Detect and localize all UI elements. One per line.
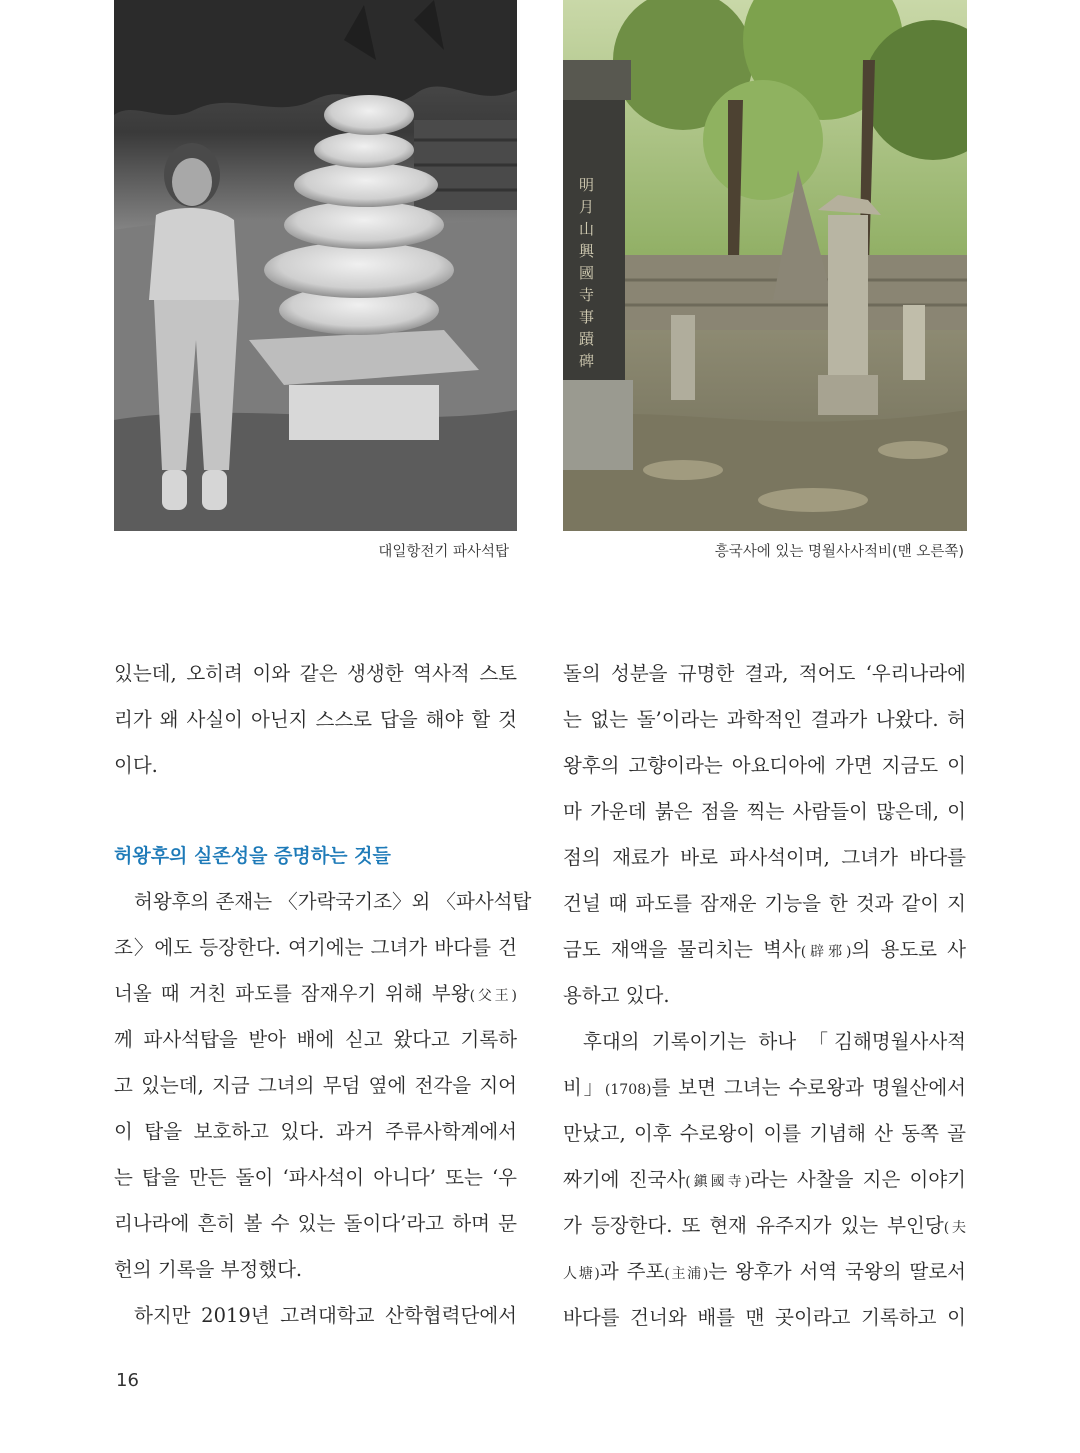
body-line: 왕후의 고향이라는 아요디아에 가면 지금도 이 [563,754,966,777]
photo-myeongwolsa-stele [563,0,967,531]
svg-text:山: 山 [579,220,595,238]
body-line: 하지만 2019년 고려대학교 산학협력단에서 [134,1304,517,1327]
body-line: 마 가운데 붉은 점을 찍는 사람들이 많은데, 이 [563,800,966,823]
body-line: 이다. [114,754,158,777]
paragraph-gap [114,789,517,833]
body-text: 의 용도로 사 [851,938,966,961]
body-line: 후대의 기록이기는 하나 「김해명월사사적 [583,1030,966,1053]
year-annotation: (1708) [604,1082,652,1098]
body-text: 가 등장한다. 또 현재 유주지가 있는 부인당 [563,1214,944,1237]
body-text: 너올 때 거친 파도를 잠재우기 위해 부왕 [114,982,470,1005]
body-line: 바다를 건너와 배를 맨 곳이라고 기록하고 이 [563,1306,966,1329]
body-line: 조〉에도 등장한다. 여기에는 그녀가 바다를 건 [114,936,517,959]
caption-right-photo: 흥국사에 있는 명월사사적비(맨 오른쪽) [714,544,964,560]
page-number: 16 [116,1370,139,1391]
body-line: 리가 왜 사실이 아닌지 스스로 답을 해야 할 것 [114,708,517,731]
body-line [563,1203,966,1249]
body-line [563,1065,966,1111]
section-heading: 허왕후의 실존성을 증명하는 것들 [114,845,391,867]
body-line: 는 없는 돌’이라는 과학적인 결과가 나왔다. 허 [563,708,966,731]
svg-text:蹟: 蹟 [579,330,595,348]
svg-text:明: 明 [579,176,595,194]
hanja-annotation: (辟邪) [800,944,852,960]
body-line: 점의 재료가 바로 파사석이며, 그녀가 바다를 [563,846,966,869]
svg-text:興: 興 [579,242,595,260]
body-line: 허왕후의 존재는 〈가락국기조〉외 〈파사석탑 [134,890,532,913]
svg-text:國: 國 [579,264,595,282]
body-line: 께 파사석탑을 받아 배에 싣고 왔다고 기록하 [114,1028,517,1051]
body-line: 이 탑을 보호하고 있다. 과거 주류사학계에서 [114,1120,517,1143]
body-text: 금도 재액을 물리치는 벽사 [563,938,801,961]
body-line: 리나라에 흔히 볼 수 있는 돌이다’라고 하며 문 [114,1212,517,1235]
body-line: 헌의 기록을 부정했다. [114,1258,303,1281]
text-column-right [563,651,966,1341]
body-line: 용하고 있다. [563,984,670,1007]
hanja-annotation: 人塘) [563,1266,600,1282]
body-text: 라는 사찰을 지은 이야기 [750,1168,966,1191]
body-line: 만났고, 이후 수로왕이 이를 기념해 산 동쪽 골 [563,1122,966,1145]
body-line: 있는데, 오히려 이와 같은 생생한 역사적 스토 [114,662,517,685]
body-line [563,1249,966,1295]
hanja-annotation: (夫 [943,1220,966,1236]
body-line [563,1157,966,1203]
body-line [563,927,966,973]
body-line: 건널 때 파도를 잠재운 기능을 한 것과 같이 지 [563,892,966,915]
body-line [114,971,517,1017]
body-line: 돌의 성분을 규명한 결과, 적어도 ‘우리나라에 [563,662,966,685]
body-text: 과 주포 [599,1260,665,1283]
body-text: 를 보면 그녀는 수로왕과 명월산에서 [651,1076,966,1099]
body-line: 고 있는데, 지금 그녀의 무덤 옆에 전각을 지어 [114,1074,517,1097]
caption-left-photo: 대일항전기 파사석탑 [378,544,509,560]
hanja-annotation: (鎭國寺) [685,1174,751,1190]
hanja-annotation: (父王) [469,988,517,1004]
svg-text:碑: 碑 [579,352,595,370]
text-column-left [114,651,532,1339]
svg-text:寺: 寺 [579,286,595,304]
body-text: 비」 [563,1076,605,1099]
hanja-annotation: (主浦) [664,1266,709,1282]
body-text: 짜기에 진국사 [563,1168,686,1191]
photo-pasa-stone-pagoda [114,0,517,531]
svg-text:事: 事 [579,308,595,326]
body-text: 는 왕후가 서역 국왕의 딸로서 [708,1260,966,1283]
svg-text:月: 月 [579,198,595,216]
body-line: 는 탑을 만든 돌이 ‘파사석이 아니다’ 또는 ‘우 [114,1166,517,1189]
